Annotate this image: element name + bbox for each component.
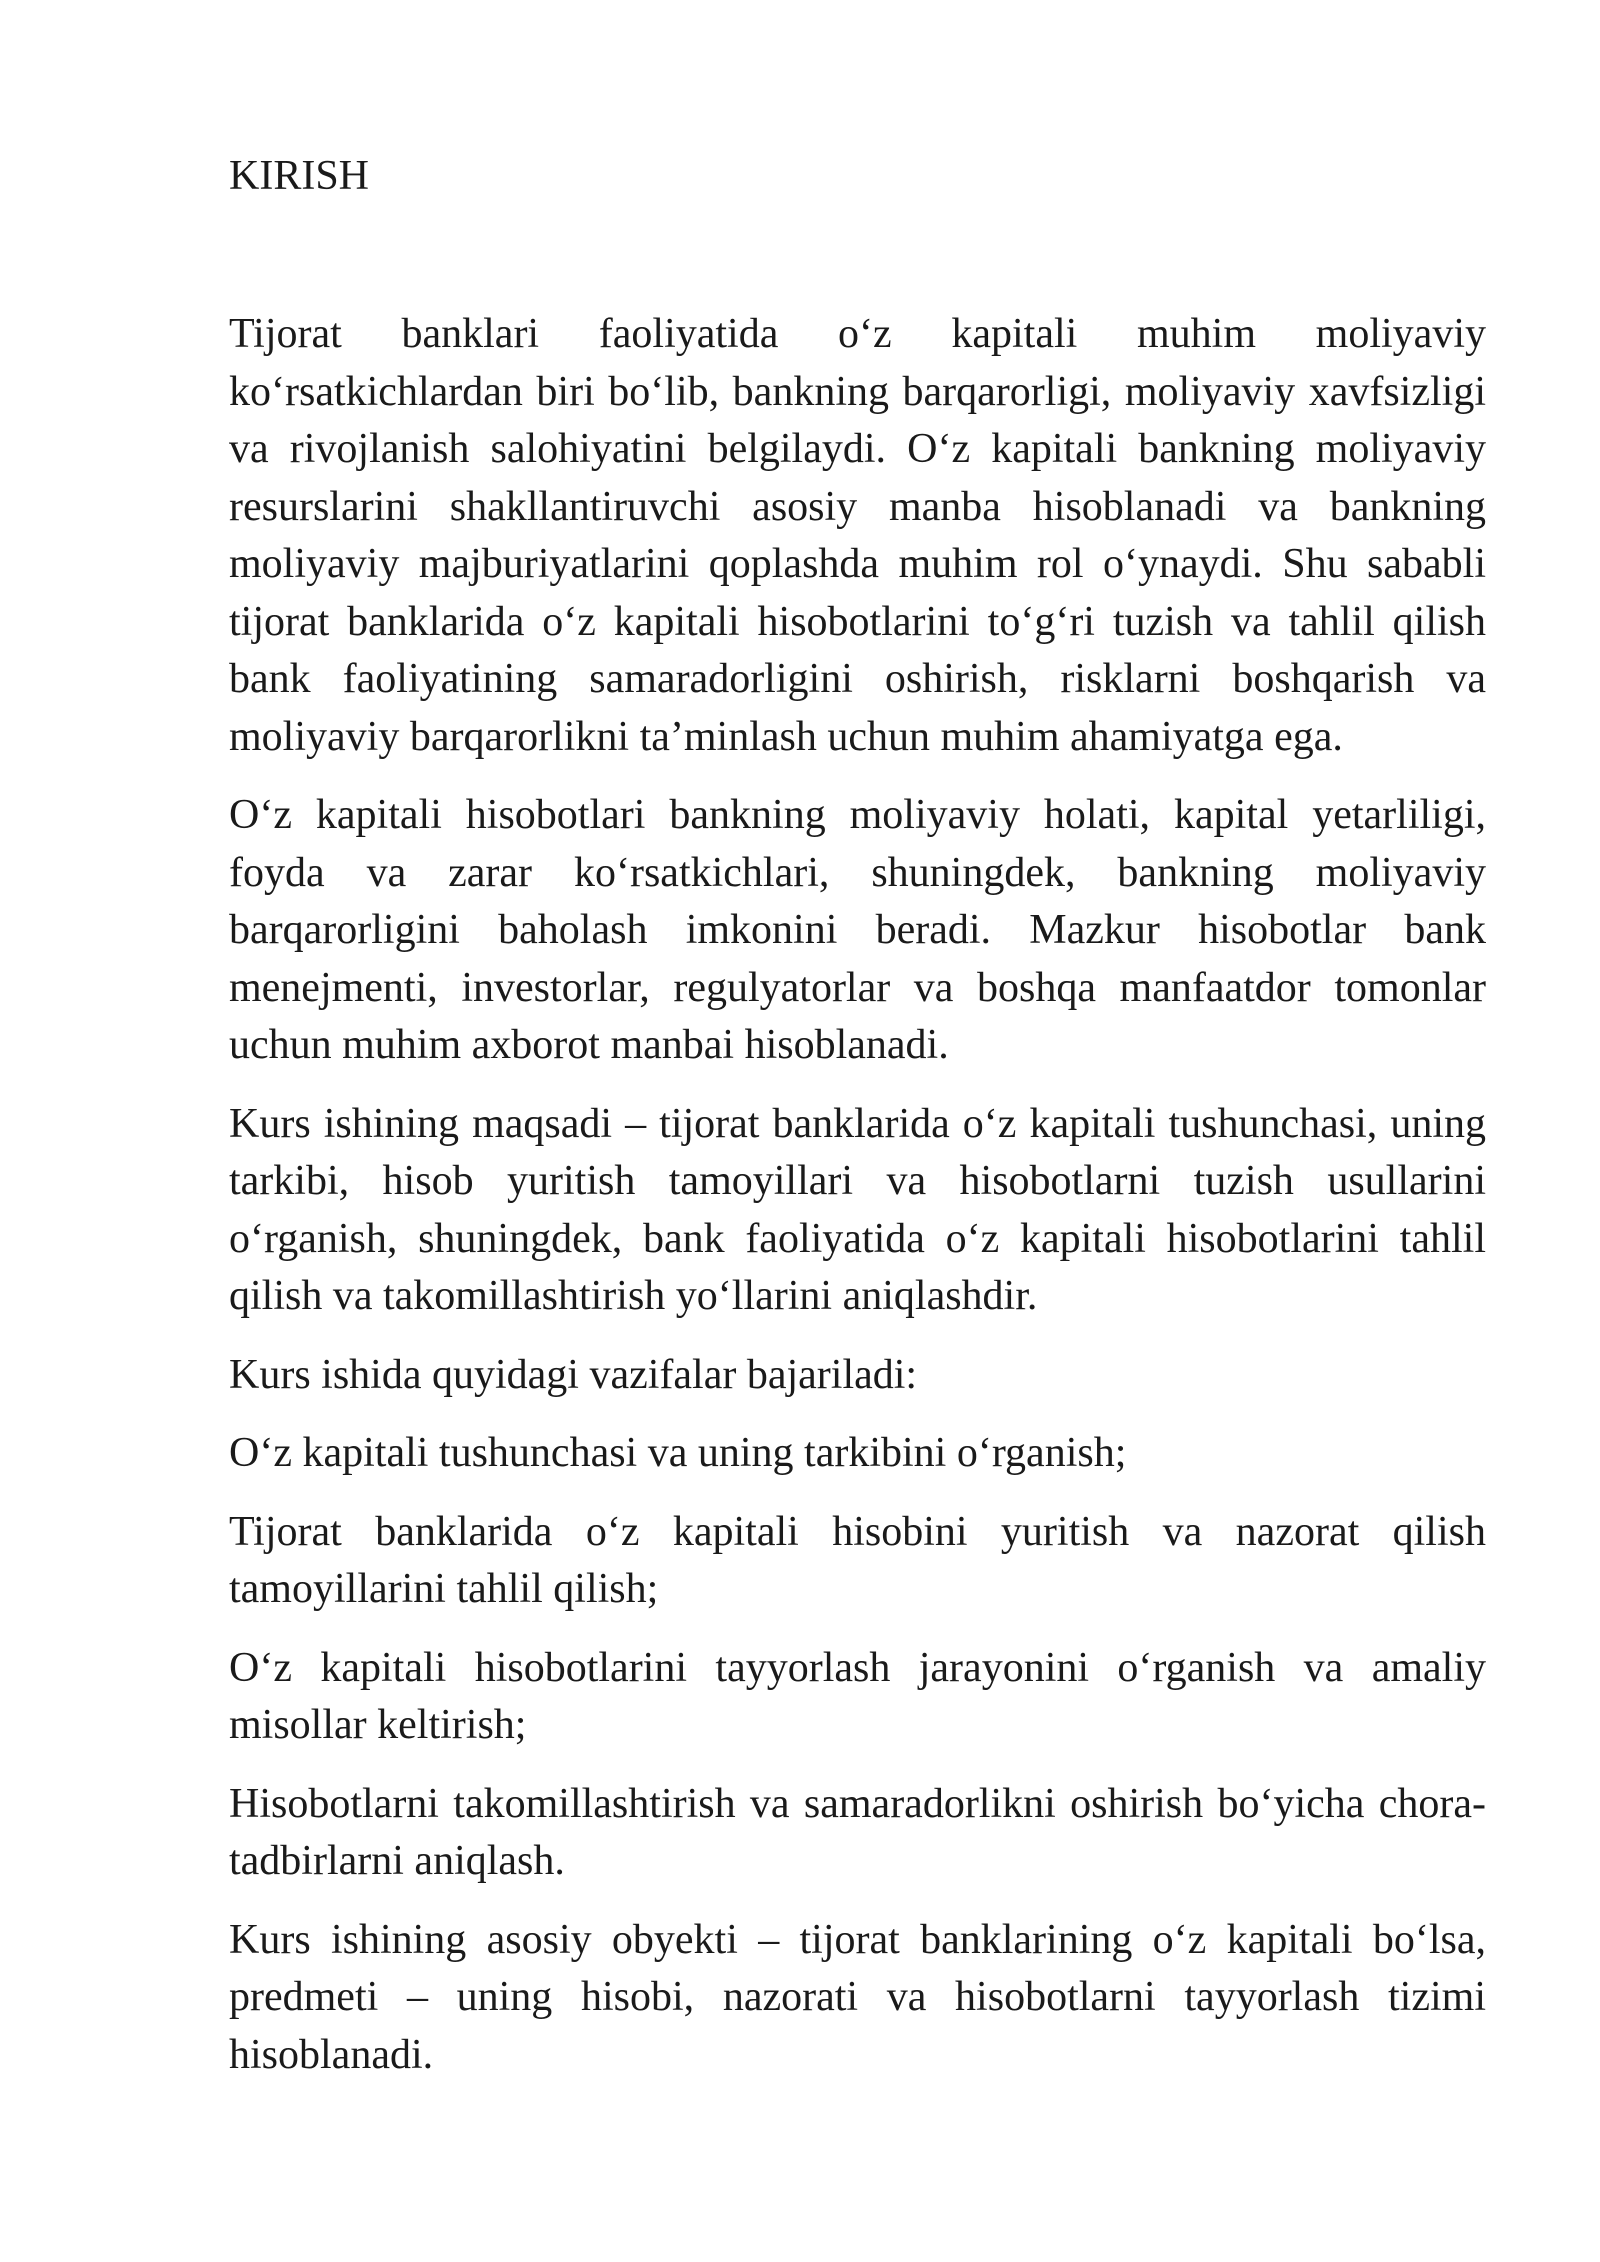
body-text [229, 306, 1486, 2105]
task-item-2: Tijorat banklarida o‘z kapitali hisobini yuritish va nazorat qilish tamoyillarini tahlil qilish; [229, 1508, 1486, 1612]
paragraph-object-subject: Kurs ishining asosiy obyekti – tijorat banklarining o‘z kapitali bo‘lsa, predmeti – uning hisobi, nazorati va hisobotlarni tayyorlash tizimi hisoblanadi. [229, 1916, 1486, 2078]
section-heading: KIRISH [229, 153, 370, 199]
task-item-4: Hisobotlarni takomillashtirish va samaradorlikni oshirish bo‘yicha chora-tadbirlarni aniqlash. [229, 1780, 1486, 1884]
task-item-3: O‘z kapitali hisobotlarini tayyorlash jarayonini o‘rganish va amaliy misollar keltirish; [229, 1644, 1486, 1748]
paragraph-goal: Kurs ishining maqsadi – tijorat banklarida o‘z kapitali tushunchasi, uning tarkibi, hisob yuritish tamoyillari va hisobotlarni tuzish usullarini o‘rganish, shuningdek, bank faoliyatida o‘z kapitali hisobotlarini tahlil qilish va takomillashtirish yo‘llarini aniqlashdir. [229, 1100, 1486, 1319]
paragraph-tasks-intro: Kurs ishida quyidagi vazifalar bajariladi: [229, 1351, 918, 1398]
task-item-1: O‘z kapitali tushunchasi va uning tarkibini o‘rganish; [229, 1430, 1127, 1476]
paragraph-intro: Tijorat banklari faoliyatida o‘z kapitali muhim moliyaviy ko‘rsatkichlardan biri bo‘lib, bankning barqarorligi, moliyaviy xavfsizligi va rivojlanish salohiyatini belgilaydi. O‘z kapitali bankning moliyaviy resurslarini shakllantiruvchi asosiy manba hisoblanadi va bankning moliyaviy majburiyatlarini qoplashda muhim rol o‘ynaydi. Shu sababli tijorat banklarida o‘z kapitali hisobotlarini to‘g‘ri tuzish va tahlil qilish bank faoliyatining samaradorligini oshirish, risklarni boshqarish va moliyaviy barqarorlikni ta’minlash uchun muhim ahamiyatga ega. [229, 311, 1486, 760]
paragraph-reports: O‘z kapitali hisobotlari bankning moliyaviy holati, kapital yetarliligi, foyda va zarar ko‘rsatkichlari, shuningdek, bankning moliyaviy barqarorligini baholash imkonini beradi. Mazkur hisobotlar bank menejmenti, investorlar, regulyatorlar va boshqa manfaatdor tomonlar uchun muhim axborot manbai hisoblanadi. [229, 792, 1486, 1068]
